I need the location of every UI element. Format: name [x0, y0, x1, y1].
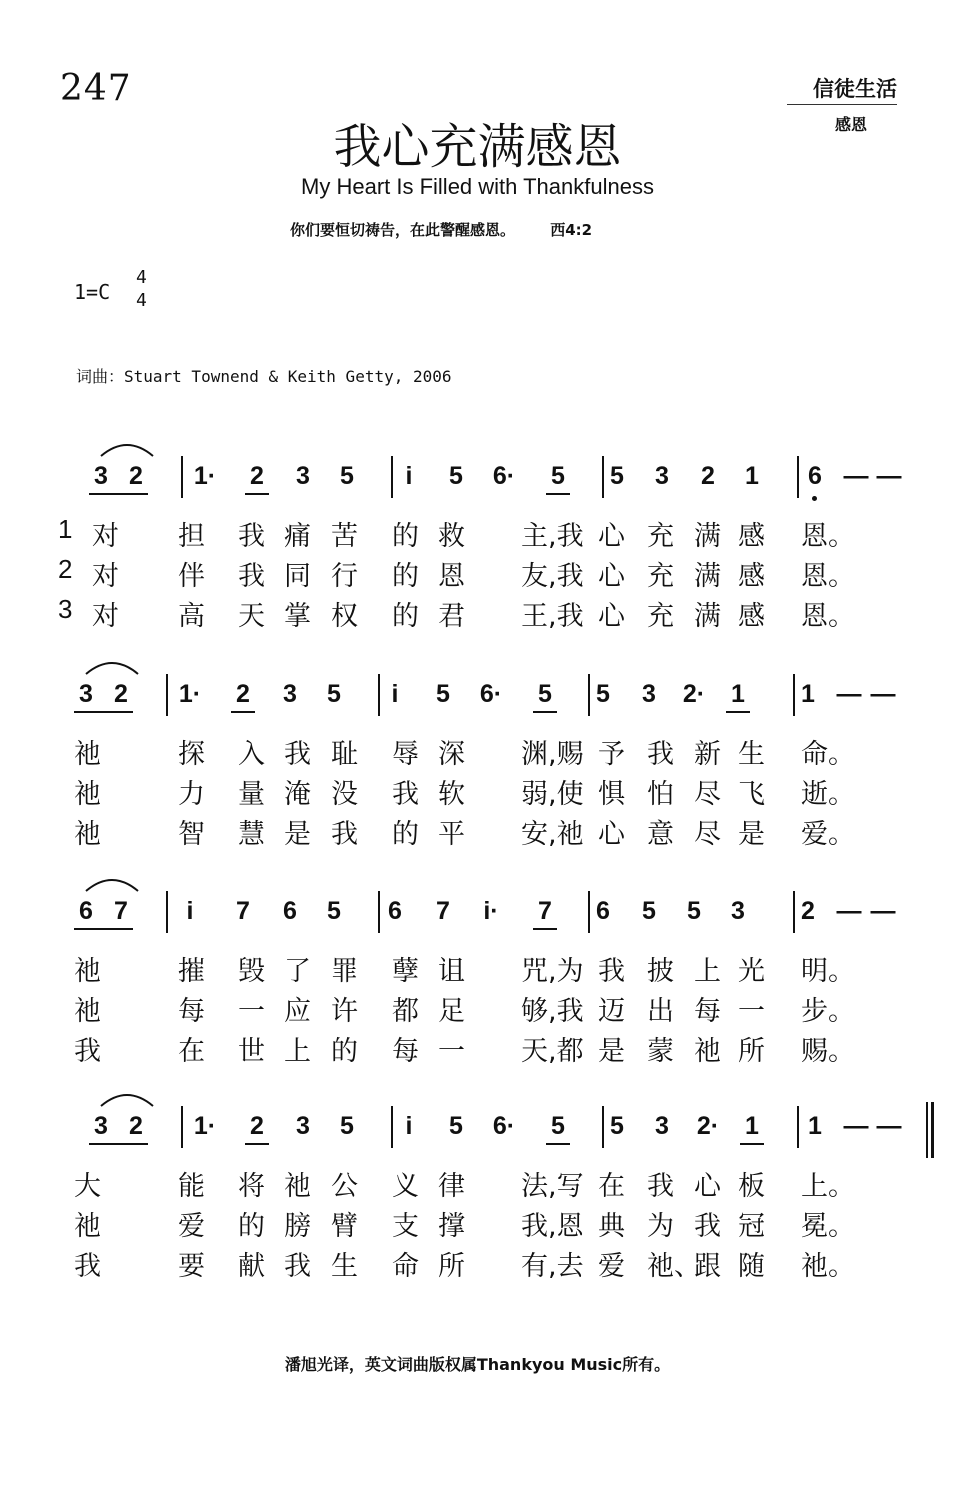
lyric-syllable: 君: [438, 601, 465, 632]
lyric-syllable: 救: [438, 521, 465, 552]
barline: [391, 1106, 393, 1148]
lyric-syllable: 能: [178, 1171, 205, 1202]
note: 5: [551, 1112, 565, 1140]
lyric-syllable: 智: [178, 819, 205, 850]
lower-octave-dot: [812, 496, 817, 501]
barline: [793, 891, 795, 933]
note: 2: [801, 897, 815, 925]
eighth-note-underline: [245, 1143, 269, 1145]
note: 7: [114, 897, 128, 925]
time-sig-top: 4: [136, 267, 147, 288]
lyric-syllable: 怕: [647, 779, 674, 810]
eighth-note-underline: [74, 711, 133, 713]
hymn-number: 247: [60, 68, 132, 109]
note: 2·: [696, 1112, 720, 1140]
lyric-syllable: 许: [331, 996, 358, 1027]
lyric-syllable: 爱: [178, 1211, 205, 1242]
lyric-syllable: 爱: [598, 1251, 625, 1282]
extension-dash: —: [843, 462, 869, 490]
lyric-syllable: 所: [738, 1036, 765, 1067]
lyric-syllable: 力: [178, 779, 205, 810]
note: 5: [551, 462, 565, 490]
lyric-syllable: 罪: [331, 956, 358, 987]
barline: [588, 674, 590, 716]
lyric-syllable: 是: [598, 1036, 625, 1067]
lyric-syllable: 我: [647, 739, 674, 770]
note: 1: [745, 462, 759, 490]
barline: [378, 674, 380, 716]
lyric-syllable: 充: [647, 521, 674, 552]
lyric-syllable: 一: [238, 996, 265, 1027]
lyric-syllable: 探: [178, 739, 205, 770]
lyric-syllable: 支: [392, 1211, 419, 1242]
lyric-syllable: 祂、: [647, 1251, 701, 1282]
lyric-syllable: 的: [392, 601, 419, 632]
verse-number: 3: [58, 594, 73, 624]
lyric-syllable: 我: [284, 739, 311, 770]
lyric-syllable: 同: [284, 561, 311, 592]
barline: [166, 891, 168, 933]
note: 3: [283, 680, 297, 708]
lyric-syllable: 担: [178, 521, 205, 552]
lyric-syllable: 感: [738, 601, 765, 632]
lyric-syllable: 撑: [438, 1211, 465, 1242]
lyric-syllable: 迈: [598, 996, 625, 1027]
lyric-syllable: 我: [331, 819, 358, 850]
lyric-syllable: 心: [694, 1171, 721, 1202]
lyric-syllable: 够,我: [521, 996, 584, 1027]
lyric-syllable: 一: [438, 1036, 465, 1067]
lyric-syllable: 的: [238, 1211, 265, 1242]
note: 6·: [492, 1112, 516, 1140]
lyric-syllable: 摧: [178, 956, 205, 987]
note: i·: [483, 897, 499, 925]
lyric-syllable: 孽: [392, 956, 419, 987]
lyric-syllable: 友,我: [521, 561, 584, 592]
lyric-syllable: 尽: [694, 779, 721, 810]
lyric-syllable: 步。: [801, 996, 855, 1027]
note: 5: [327, 897, 341, 925]
lyric-syllable: 渊,赐: [521, 739, 584, 770]
lyric-syllable: 对: [92, 521, 119, 552]
lyric-syllable: 蒙: [647, 1036, 674, 1067]
eighth-note-underline: [726, 711, 750, 713]
title-chinese: 我心充满感恩: [333, 119, 622, 175]
barline: [378, 891, 380, 933]
lyric-syllable: 软: [438, 779, 465, 810]
note: 1: [808, 1112, 822, 1140]
barline: [391, 456, 393, 498]
note: 6·: [492, 462, 516, 490]
lyric-syllable: 满: [694, 561, 721, 592]
lyric-syllable: 感: [738, 561, 765, 592]
lyric-syllable: 苦: [331, 521, 358, 552]
lyric-syllable: 板: [738, 1171, 765, 1202]
lyric-syllable: 毁: [238, 956, 265, 987]
lyric-syllable: 尽: [694, 819, 721, 850]
lyric-syllable: 掌: [284, 601, 311, 632]
lyric-syllable: 满: [694, 521, 721, 552]
lyric-syllable: 命。: [801, 739, 855, 770]
lyric-syllable: 一: [738, 996, 765, 1027]
lyric-syllable: 随: [738, 1251, 765, 1282]
note: 7: [436, 897, 450, 925]
lyric-syllable: 要: [178, 1251, 205, 1282]
lyric-syllable: 弱,使: [521, 779, 584, 810]
lyric-syllable: 心: [598, 561, 625, 592]
lyric-syllable: 高: [178, 601, 205, 632]
lyric-syllable: 天,都: [521, 1036, 584, 1067]
credits: 词曲：Stuart Townend & Keith Getty, 2006: [76, 367, 452, 386]
lyric-syllable: 我: [74, 1036, 101, 1067]
lyric-syllable: 感: [738, 521, 765, 552]
lyric-syllable: 膀: [284, 1211, 311, 1242]
lyric-syllable: 我: [238, 561, 265, 592]
note: 2: [236, 680, 250, 708]
lyric-syllable: 耻: [331, 739, 358, 770]
lyric-syllable: 献: [238, 1251, 265, 1282]
lyric-syllable: 都: [392, 996, 419, 1027]
title-english: My Heart Is Filled with Thankfulness: [301, 174, 654, 199]
lyric-syllable: 充: [647, 601, 674, 632]
lyric-syllable: 祂: [74, 739, 101, 770]
note: 5: [538, 680, 552, 708]
lyric-syllable: 律: [438, 1171, 465, 1202]
note: 1·: [178, 680, 202, 708]
note: 3: [655, 462, 669, 490]
scripture-reference: 西4:2: [550, 221, 593, 239]
barline: [588, 891, 590, 933]
lyric-syllable: 入: [238, 739, 265, 770]
lyric-syllable: 足: [438, 996, 465, 1027]
note: 6: [596, 897, 610, 925]
lyric-syllable: 痛: [284, 521, 311, 552]
eighth-note-underline: [546, 1143, 570, 1145]
extension-dash: —: [843, 1112, 869, 1140]
extension-dash: —: [870, 897, 896, 925]
slur: [97, 1090, 157, 1108]
note: 5: [610, 1112, 624, 1140]
lyric-syllable: 祂。: [801, 1251, 855, 1282]
subcategory-label: 感恩: [834, 115, 867, 134]
note: 3: [79, 680, 93, 708]
lyric-syllable: 明。: [801, 956, 855, 987]
lyric-syllable: 逝。: [801, 779, 855, 810]
lyric-syllable: 每: [694, 996, 721, 1027]
note: 5: [449, 1112, 463, 1140]
lyric-syllable: 飞: [738, 779, 765, 810]
note: 2: [701, 462, 715, 490]
note: 6: [808, 462, 822, 490]
category-divider: [787, 104, 897, 105]
lyric-syllable: 光: [738, 956, 765, 987]
lyric-syllable: 上: [694, 956, 721, 987]
note: 7: [538, 897, 552, 925]
verse-number: 2: [58, 554, 73, 584]
note: 5: [327, 680, 341, 708]
lyric-syllable: 为: [647, 1211, 674, 1242]
extension-dash: —: [876, 462, 902, 490]
lyric-syllable: 臂: [331, 1211, 358, 1242]
eighth-note-underline: [89, 1143, 148, 1145]
note: 5: [596, 680, 610, 708]
scripture-verse: [290, 219, 592, 240]
lyric-syllable: 祂: [74, 779, 101, 810]
note: i: [391, 680, 399, 708]
eighth-note-underline: [231, 711, 255, 713]
note: 3: [655, 1112, 669, 1140]
lyric-syllable: 世: [238, 1036, 265, 1067]
lyric-syllable: 在: [178, 1036, 205, 1067]
note: 3: [731, 897, 745, 925]
note: 2: [129, 1112, 143, 1140]
lyric-syllable: 赐。: [801, 1036, 855, 1067]
lyric-syllable: 我: [284, 1251, 311, 1282]
barline: [166, 674, 168, 716]
note: 5: [340, 462, 354, 490]
lyric-syllable: 祂: [284, 1171, 311, 1202]
eighth-note-underline: [74, 928, 133, 930]
note: 2·: [682, 680, 706, 708]
lyric-syllable: 平: [438, 819, 465, 850]
note: 1: [731, 680, 745, 708]
note: 6: [283, 897, 297, 925]
time-signature: [136, 266, 147, 312]
note: 3: [296, 462, 310, 490]
lyric-syllable: 了: [284, 956, 311, 987]
note: 2: [250, 462, 264, 490]
lyric-syllable: 心: [598, 521, 625, 552]
lyric-syllable: 慧: [238, 819, 265, 850]
lyric-syllable: 安,祂: [521, 819, 584, 850]
note: 2: [129, 462, 143, 490]
lyric-syllable: 披: [647, 956, 674, 987]
note: 1: [801, 680, 815, 708]
barline: [602, 456, 604, 498]
lyric-syllable: 爱。: [801, 819, 855, 850]
lyric-syllable: 义: [392, 1171, 419, 1202]
barline: [181, 1106, 183, 1148]
lyric-syllable: 上。: [801, 1171, 855, 1202]
lyric-syllable: 的: [392, 521, 419, 552]
lyric-syllable: 祂: [74, 956, 101, 987]
eighth-note-underline: [89, 493, 148, 495]
lyric-syllable: 生: [331, 1251, 358, 1282]
lyric-syllable: 祂: [74, 1211, 101, 1242]
lyric-syllable: 是: [284, 819, 311, 850]
lyric-syllable: 权: [331, 601, 358, 632]
lyric-syllable: 满: [694, 601, 721, 632]
lyric-syllable: 没: [331, 779, 358, 810]
final-barline-thick: [931, 1102, 934, 1158]
lyric-syllable: 冕。: [801, 1211, 855, 1242]
note: 6: [79, 897, 93, 925]
lyric-syllable: 对: [92, 601, 119, 632]
barline: [793, 674, 795, 716]
time-sig-bottom: 4: [136, 290, 147, 311]
extension-dash: —: [836, 897, 862, 925]
lyric-syllable: 量: [238, 779, 265, 810]
note: 5: [449, 462, 463, 490]
lyric-syllable: 典: [598, 1211, 625, 1242]
lyric-syllable: 予: [598, 739, 625, 770]
lyric-syllable: 主,我: [521, 521, 584, 552]
verse-number: 1: [58, 514, 73, 544]
category-label: 信徒生活: [813, 77, 897, 101]
lyric-syllable: 每: [392, 1036, 419, 1067]
eighth-note-underline: [245, 493, 269, 495]
note: 1·: [193, 1112, 217, 1140]
lyric-syllable: 王,我: [521, 601, 584, 632]
lyric-syllable: 法,写: [521, 1171, 584, 1202]
barline: [181, 456, 183, 498]
lyric-syllable: 的: [392, 819, 419, 850]
note: 3: [94, 462, 108, 490]
lyric-syllable: 每: [178, 996, 205, 1027]
scripture-text: 你们要恒切祷告，在此警醒感恩。: [290, 221, 516, 239]
lyric-syllable: 有,去: [521, 1251, 584, 1282]
slur: [82, 658, 142, 676]
note: i: [405, 462, 413, 490]
lyric-syllable: 应: [284, 996, 311, 1027]
lyric-syllable: 祂: [694, 1036, 721, 1067]
lyric-syllable: 惧: [598, 779, 625, 810]
lyric-syllable: 所: [438, 1251, 465, 1282]
barline: [797, 1106, 799, 1148]
eighth-note-underline: [740, 1143, 764, 1145]
lyric-syllable: 辱: [392, 739, 419, 770]
note: 6·: [479, 680, 503, 708]
extension-dash: —: [870, 680, 896, 708]
lyric-syllable: 生: [738, 739, 765, 770]
lyric-syllable: 上: [284, 1036, 311, 1067]
lyric-syllable: 将: [238, 1171, 265, 1202]
extension-dash: —: [876, 1112, 902, 1140]
note: 5: [687, 897, 701, 925]
lyric-syllable: 我: [647, 1171, 674, 1202]
lyric-syllable: 意: [647, 819, 674, 850]
note: i: [186, 897, 194, 925]
lyric-syllable: 新: [694, 739, 721, 770]
key-signature: 1=C: [74, 280, 111, 304]
extension-dash: —: [836, 680, 862, 708]
lyric-syllable: 我: [392, 779, 419, 810]
lyric-syllable: 公: [331, 1171, 358, 1202]
slur: [82, 875, 142, 893]
note: 7: [236, 897, 250, 925]
lyric-syllable: 咒,为: [521, 956, 584, 987]
lyric-syllable: 对: [92, 561, 119, 592]
barline: [797, 456, 799, 498]
note: 5: [610, 462, 624, 490]
note: 2: [250, 1112, 264, 1140]
note: 5: [436, 680, 450, 708]
lyric-syllable: 命: [392, 1251, 419, 1282]
lyric-syllable: 冠: [738, 1211, 765, 1242]
eighth-note-underline: [533, 928, 557, 930]
lyric-syllable: 心: [598, 819, 625, 850]
lyric-syllable: 恩。: [801, 521, 855, 552]
note: 1: [745, 1112, 759, 1140]
lyric-syllable: 天: [238, 601, 265, 632]
lyric-syllable: 诅: [438, 956, 465, 987]
slur: [97, 440, 157, 458]
note: 3: [296, 1112, 310, 1140]
lyric-syllable: 心: [598, 601, 625, 632]
lyric-syllable: 的: [331, 1036, 358, 1067]
lyric-syllable: 大: [74, 1171, 101, 1202]
lyric-syllable: 我: [598, 956, 625, 987]
eighth-note-underline: [533, 711, 557, 713]
lyric-syllable: 充: [647, 561, 674, 592]
lyric-syllable: 我: [238, 521, 265, 552]
lyric-syllable: 祂: [74, 996, 101, 1027]
note: 5: [642, 897, 656, 925]
lyric-syllable: 我,恩: [521, 1211, 584, 1242]
note: 5: [340, 1112, 354, 1140]
note: 3: [94, 1112, 108, 1140]
note: 6: [388, 897, 402, 925]
lyric-syllable: 是: [738, 819, 765, 850]
lyric-syllable: 我: [74, 1251, 101, 1282]
eighth-note-underline: [546, 493, 570, 495]
lyric-syllable: 在: [598, 1171, 625, 1202]
lyric-syllable: 祂: [74, 819, 101, 850]
lyric-syllable: 出: [647, 996, 674, 1027]
lyric-syllable: 我: [694, 1211, 721, 1242]
barline: [602, 1106, 604, 1148]
lyric-syllable: 恩。: [801, 601, 855, 632]
note: 3: [642, 680, 656, 708]
note: 2: [114, 680, 128, 708]
lyric-syllable: 淹: [284, 779, 311, 810]
lyric-syllable: 伴: [178, 561, 205, 592]
lyric-syllable: 的: [392, 561, 419, 592]
lyric-syllable: 恩: [438, 561, 465, 592]
final-barline-thin: [926, 1102, 928, 1158]
note: i: [405, 1112, 413, 1140]
lyric-syllable: 恩。: [801, 561, 855, 592]
lyric-syllable: 跟: [694, 1251, 721, 1282]
lyric-syllable: 深: [438, 739, 465, 770]
lyric-syllable: 行: [331, 561, 358, 592]
copyright: 潘旭光译，英文词曲版权属Thankyou Music所有。: [284, 1355, 671, 1374]
note: 1·: [193, 462, 217, 490]
